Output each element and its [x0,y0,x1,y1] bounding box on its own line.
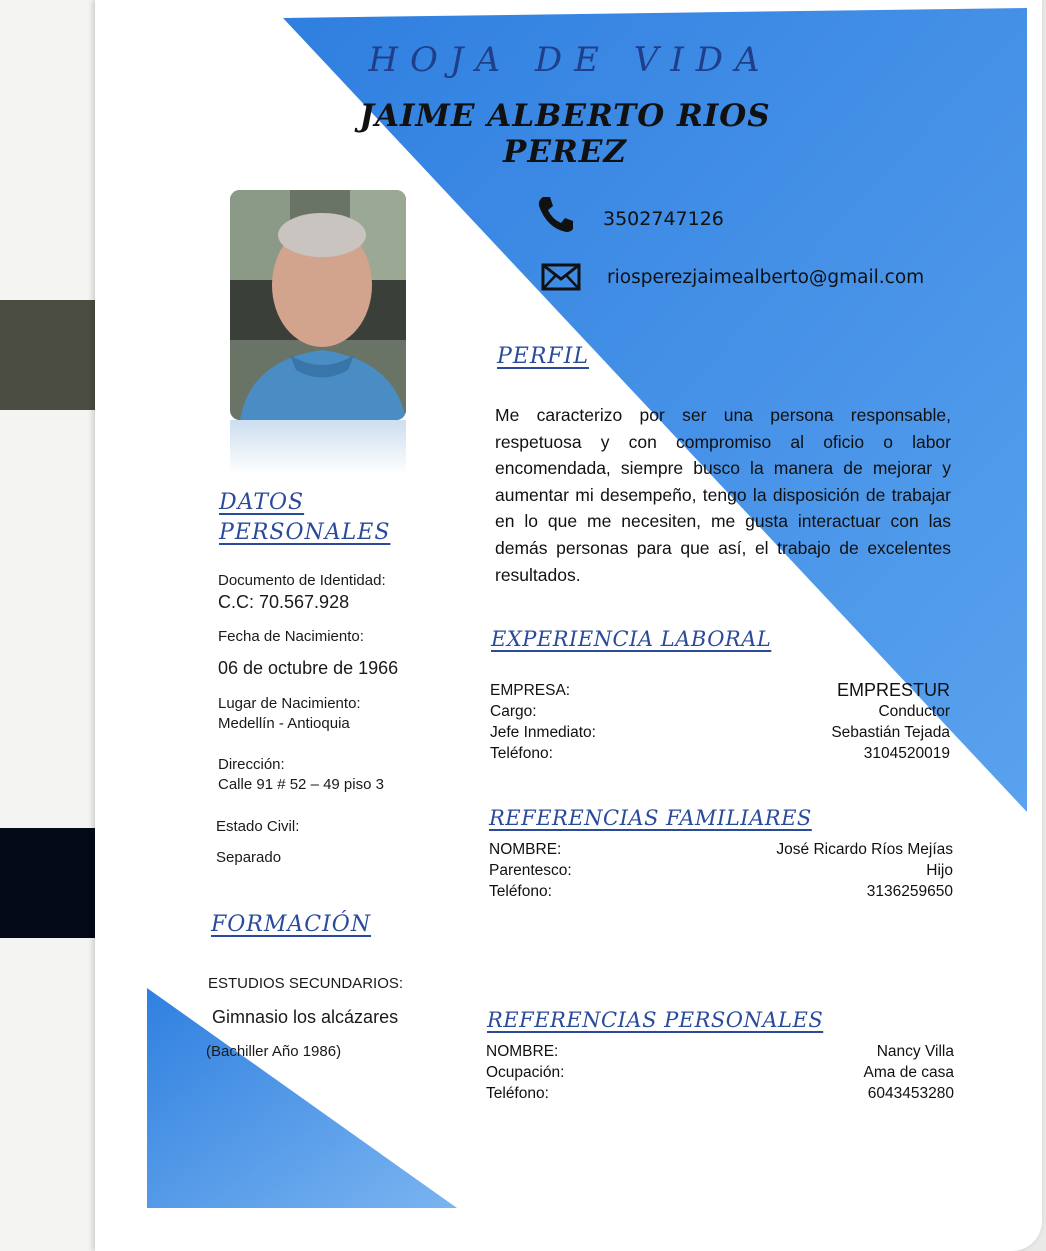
education-heading: FORMACIÓN [211,912,372,937]
experience-company-label: EMPRESA: [490,682,571,699]
background-black-patch [0,828,95,938]
phone-icon [535,194,575,234]
resume-page [95,0,1042,1251]
family-relation-row [489,860,953,881]
experience-company-row [490,680,950,701]
experience-role-label: Cargo: [490,703,537,720]
experience-company-value: EMPRESTUR [836,680,950,700]
family-name-value: José Ricardo Ríos Mejías [776,841,953,858]
background-dark-patch [0,300,95,410]
experience-role-row [490,701,950,722]
personal-ref-phone-label: Teléfono: [486,1085,549,1102]
experience-block [490,680,950,764]
profile-text: Me caracterizo por ser una persona responsable, respetuosa y con compromiso al oficio o labor encomendada, siempre busco la manera de mejorar y aumentar mi desempeño, tengo la disposición de trabajar en lo que me necesiten, me gusta interactuar con las demás personas para que así, el trabajo de excelentes resultados. [495,405,951,585]
experience-boss-value: Sebastián Tejada [831,724,950,741]
personal-ref-job-label: Ocupación: [486,1064,565,1081]
birth-date-value: 06 de octubre de 1966 [218,658,399,678]
address-label: Dirección: [218,756,285,773]
address-value: Calle 91 # 52 – 49 piso 3 [218,776,384,793]
profile-photo [230,190,406,420]
family-relation-value: Hijo [926,862,953,879]
personal-ref-job-row [486,1062,954,1083]
experience-boss-label: Jefe Inmediato: [490,724,596,741]
education-degree: (Bachiller Año 1986) [206,1043,342,1060]
birth-place-label: Lugar de Nacimiento: [218,695,361,712]
personal-ref-phone-value: 6043453280 [867,1085,954,1102]
personal-ref-name-label: NOMBRE: [486,1043,559,1060]
photo-reflection [230,420,406,475]
personal-ref-job-value: Ama de casa [863,1064,954,1081]
education-school: Gimnasio los alcázares [212,1007,399,1027]
education-level: ESTUDIOS SECUNDARIOS: [208,975,404,992]
personal-data-heading-line2: PERSONALES [219,520,391,545]
profile-heading: PERFIL [497,344,589,369]
family-phone-label: Teléfono: [489,883,552,900]
personal-references-block [486,1041,954,1104]
family-references-heading: REFERENCIAS FAMILIARES [489,806,812,830]
personal-references-heading: REFERENCIAS PERSONALES [487,1008,824,1032]
family-relation-label: Parentesco: [489,862,572,879]
id-document-value: C.C: 70.567.928 [218,592,350,612]
experience-role-value: Conductor [878,703,950,720]
experience-boss-row [490,722,950,743]
family-phone-row [489,881,953,902]
candidate-name: JAIME ALBERTO RIOS PEREZ [359,98,771,170]
family-name-label: NOMBRE: [489,841,562,858]
personal-ref-phone-row [486,1083,954,1104]
personal-ref-name-value: Nancy Villa [876,1043,954,1060]
family-phone-value: 3136259650 [866,883,953,900]
birth-place-value: Medellín - Antioquia [218,715,350,732]
birth-date-label: Fecha de Nacimiento: [218,628,364,645]
experience-phone-value: 3104520019 [863,745,950,762]
document-title: HOJA DE VIDA [368,40,772,80]
id-document-label: Documento de Identidad: [218,572,386,589]
email-address: riosperezjaimealberto@gmail.com [607,267,925,288]
experience-heading: EXPERIENCIA LABORAL [491,627,772,651]
civil-status-value: Separado [216,849,282,866]
family-references-block [489,839,953,902]
experience-phone-label: Teléfono: [490,745,553,762]
personal-ref-name-row [486,1041,954,1062]
civil-status-label: Estado Civil: [216,818,300,835]
experience-phone-row [490,743,950,764]
envelope-icon [541,263,581,291]
personal-data-heading-line1: DATOS [219,490,305,515]
phone-number: 3502747126 [603,208,724,230]
underlying-page [0,0,101,1251]
family-name-row [489,839,953,860]
